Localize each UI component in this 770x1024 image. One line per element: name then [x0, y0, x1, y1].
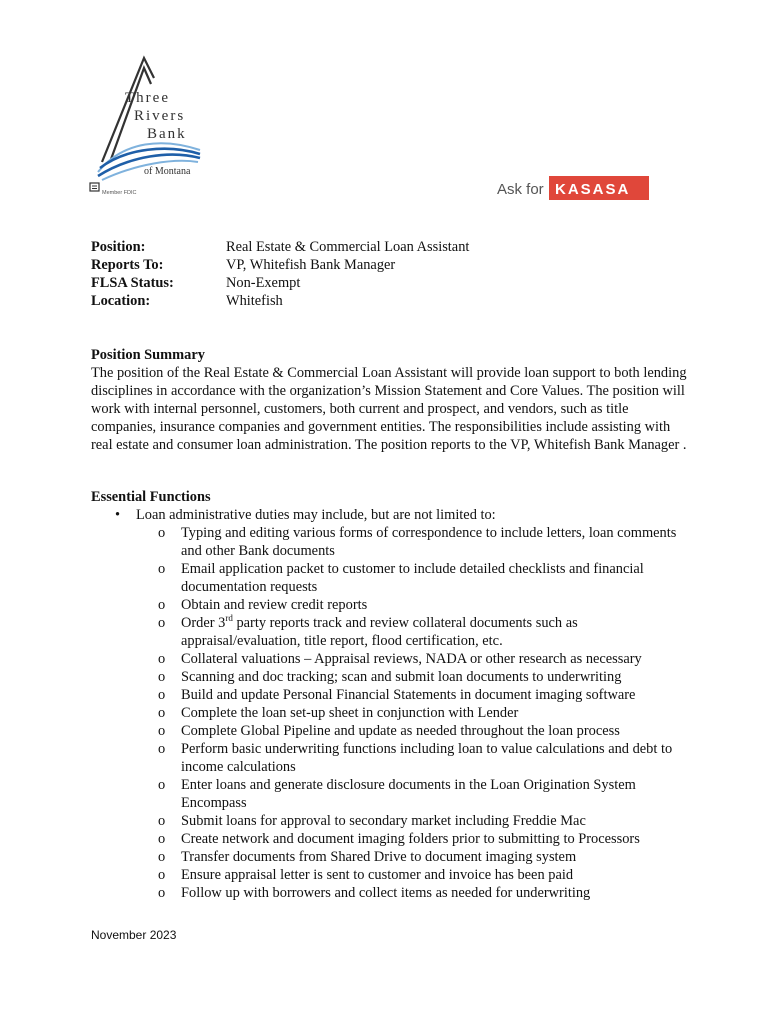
sub-marker: o [158, 651, 166, 667]
list-item-text: Submit loans for approval to secondary market including Freddie Mac [181, 813, 586, 829]
list-item [91, 650, 691, 668]
list-item-text: Email application packet to customer to include detailed checklists and financial documentation requests [181, 561, 644, 595]
sub-marker: o [158, 669, 166, 685]
meta-label: FLSA Status: [91, 275, 174, 291]
sub-marker: o [158, 597, 166, 613]
logo-line-montana: of Montana [144, 166, 191, 177]
list-item [91, 884, 691, 902]
list-item [91, 722, 691, 740]
list-item [91, 560, 691, 596]
meta-row-reports-to [91, 256, 469, 274]
list-item [91, 776, 691, 812]
essential-functions-section [91, 488, 691, 902]
sub-marker: o [158, 561, 166, 577]
list-item-text: Complete the loan set-up sheet in conjunction with Lender [181, 705, 519, 721]
list-item-text: Typing and editing various forms of correspondence to include letters, loan comments and other Bank documents [181, 525, 677, 559]
essential-functions-heading: Essential Functions [91, 489, 211, 505]
list-item-text: Transfer documents from Shared Drive to document imaging system [181, 849, 577, 865]
meta-row-flsa-status [91, 274, 469, 292]
list-item [91, 614, 691, 650]
list-item [91, 740, 691, 776]
meta-value: Whitefish [226, 293, 283, 309]
list-item-text: Complete Global Pipeline and update as needed throughout the loan process [181, 723, 620, 739]
sub-marker: o [158, 687, 166, 703]
sub-marker: o [158, 849, 166, 865]
sub-marker: o [158, 831, 166, 847]
functions-list [91, 524, 691, 902]
list-item [91, 848, 691, 866]
kasasa-prefix: Ask for [497, 181, 544, 198]
member-fdic-text: Member FDIC [102, 190, 137, 196]
kasasa-brand: KASASA [555, 181, 631, 198]
bullet-marker: • [115, 507, 121, 523]
position-summary-section [91, 346, 691, 454]
sub-marker: o [158, 813, 166, 829]
meta-value: Non-Exempt [226, 275, 301, 291]
list-item-text: Obtain and review credit reports [181, 597, 368, 613]
list-item-text: Build and update Personal Financial Statements in document imaging software [181, 687, 636, 703]
list-item-text [181, 615, 578, 649]
logo-line-bank: Bank [147, 126, 187, 142]
meta-label: Position: [91, 239, 146, 255]
meta-value: Real Estate & Commercial Loan Assistant [226, 239, 470, 255]
sub-marker: o [158, 615, 166, 631]
sub-marker: o [158, 741, 166, 757]
equal-housing-icon [90, 183, 99, 191]
position-summary-heading: Position Summary [91, 347, 205, 363]
ordinal-superscript: rd [225, 613, 233, 624]
sub-marker: o [158, 723, 166, 739]
sub-marker: o [158, 867, 166, 883]
functions-bullet [91, 506, 691, 524]
list-item [91, 686, 691, 704]
list-item-text-post: party reports track and review collateral documents such as appraisal/evaluation, title report, flood certification, etc. [181, 615, 578, 649]
position-meta [91, 238, 469, 310]
list-item-text: Create network and document imaging folders prior to submitting to Processors [181, 831, 640, 847]
list-item-text: Perform basic underwriting functions including loan to value calculations and debt to income calculations [181, 741, 673, 775]
logo-line-three: Three [125, 90, 170, 106]
meta-row-location [91, 292, 469, 310]
sub-marker: o [158, 705, 166, 721]
list-item [91, 668, 691, 686]
list-item [91, 704, 691, 722]
meta-value: VP, Whitefish Bank Manager [226, 257, 396, 273]
list-item-text: Scanning and doc tracking; scan and submit loan documents to underwriting [181, 669, 622, 685]
footer-date: November 2023 [91, 928, 177, 942]
list-item-text: Ensure appraisal letter is sent to customer and invoice has been paid [181, 867, 574, 883]
meta-row-position [91, 238, 469, 256]
list-item-text: Enter loans and generate disclosure documents in the Loan Origination System Encompass [181, 777, 636, 811]
sub-marker: o [158, 885, 166, 901]
functions-bullet-text: Loan administrative duties may include, but are not limited to: [136, 507, 496, 523]
list-item [91, 596, 691, 614]
list-item-text: Follow up with borrowers and collect items as needed for underwriting [181, 885, 591, 901]
list-item [91, 830, 691, 848]
three-rivers-bank-logo [84, 54, 216, 202]
meta-label: Location: [91, 293, 151, 309]
list-item [91, 812, 691, 830]
list-item-text-pre: Order 3 [181, 615, 226, 631]
sub-marker: o [158, 777, 166, 793]
list-item [91, 524, 691, 560]
list-item [91, 866, 691, 884]
list-item-text: Collateral valuations – Appraisal reviews, NADA or other research as necessary [181, 651, 642, 667]
kasasa-logo [497, 172, 649, 204]
meta-label: Reports To: [91, 257, 164, 273]
position-summary-text: The position of the Real Estate & Commercial Loan Assistant will provide loan support to both lending disciplines in accordance with the organization’s Mission Statement and Core Values. The position will work with internal personnel, customers, both current and prospect, and vendors, such as title companies, insurance companies and government entities. The responsibilities include assisting with real estate and consumer loan administration. The position reports to the VP, Whitefish Bank Manager . [91, 365, 687, 453]
sub-marker: o [158, 525, 166, 541]
logo-line-rivers: Rivers [134, 108, 186, 124]
